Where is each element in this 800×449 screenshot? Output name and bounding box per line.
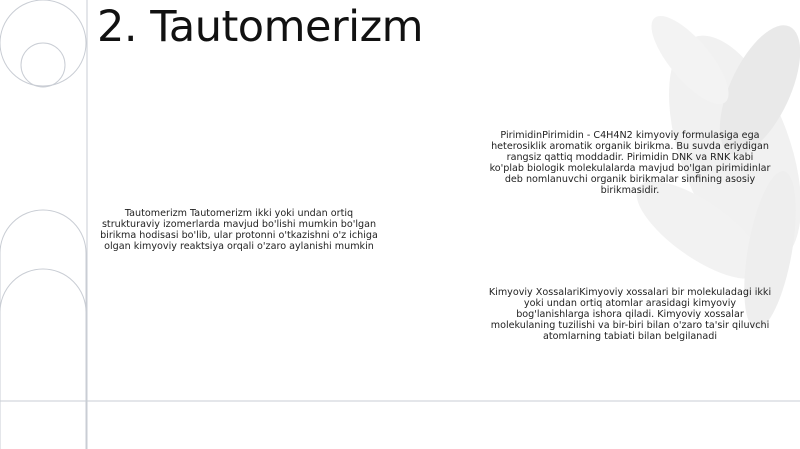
inner-circle (21, 43, 65, 87)
slide-title: 2. Tautomerizm (97, 2, 424, 52)
arch-lower (0, 269, 86, 449)
arch-upper (0, 210, 86, 449)
kimyoviy-xossalari-text: Kimyoviy XossalariKimyoviy xossalari bir molekuladagi ikki yoki undan ortiq atomlar arasidagi kimyoviy bog'lanishlarga ishora qiladi. Kimyoviy xossalar molekulaning tuzilishi va bir-biri bilan o'zaro ta'sir qiluvchi atomlarning tabiati bilan belgilanadi (488, 287, 772, 342)
tautomerizm-text: Tautomerizm Tautomerizm ikki yoki undan ortiq strukturaviy izomerlarda mavjud bo'lishi mumkin bo'lgan birikma hodisasi bo'lib, ular protonni o'tkazishni o'z ichiga olgan kimyoviy reaktsiya orqali o'zaro aylanishi mumkin (100, 208, 378, 252)
pirimidin-text: PirimidinPirimidin - C4H4N2 kimyoviy formulasiga ega heterosiklik aromatik organik birikma. Bu suvda eriydigan rangsiz qattiq moddadir. Pirimidin DNK va RNK kabi ko'plab biologik molekulalarda mavjud bo'lgan pirimidinlar deb nomlanuvchi organik birikmalar sinfining asosiy birikmasidir. (489, 130, 771, 196)
